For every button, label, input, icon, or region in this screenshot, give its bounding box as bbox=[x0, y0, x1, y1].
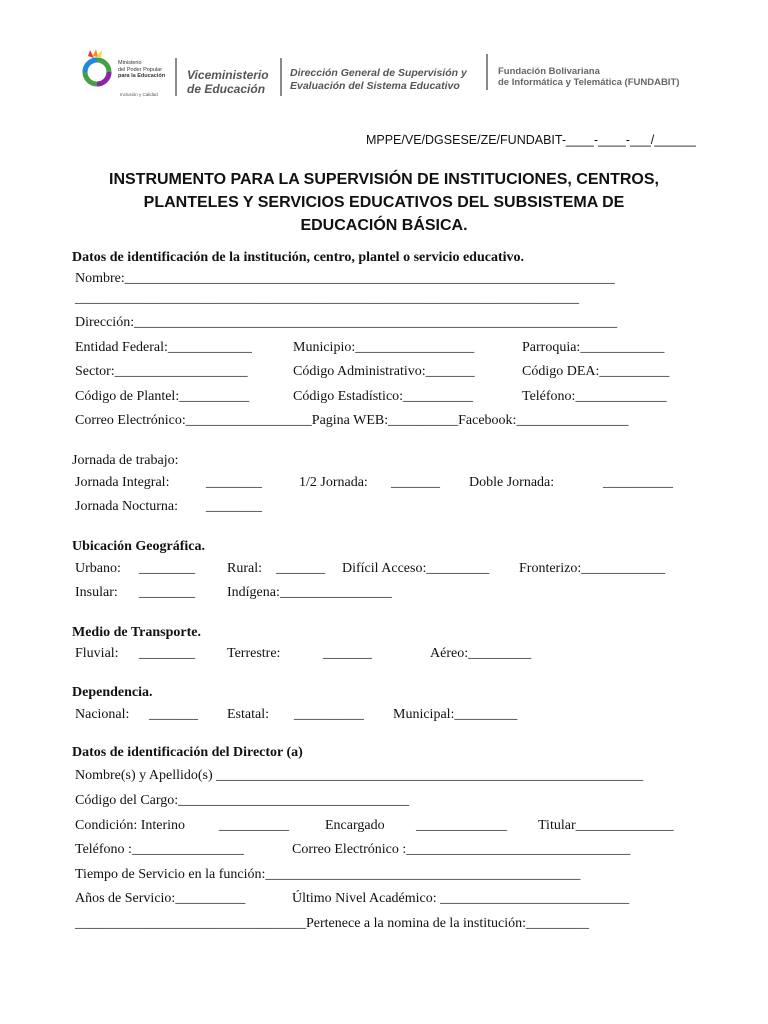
section-ubicacion: Ubicación Geográfica. bbox=[72, 539, 205, 554]
nomina-field[interactable]: _________________________________Pertenece a la nomina de la institución:_________ bbox=[75, 916, 590, 931]
direccion-general-label: Dirección General de Supervisión y Evaluación del Sistema Educativo bbox=[290, 67, 467, 92]
ministry-logo-sub: Inclusión y Calidad bbox=[120, 92, 158, 97]
fluvial-label: Fluvial: bbox=[75, 646, 119, 661]
nombres-apellidos-field[interactable]: Nombre(s) y Apellido(s) _____________________________________________________________ bbox=[75, 768, 644, 783]
dificil-acceso-field[interactable]: Difícil Acceso:_________ bbox=[342, 561, 490, 576]
codigo-administrativo-field[interactable]: Código Administrativo:_______ bbox=[293, 364, 475, 379]
anios-servicio-field[interactable]: Años de Servicio:__________ bbox=[75, 891, 246, 906]
header-divider bbox=[280, 58, 282, 96]
correo-director-field[interactable]: Correo Electrónico :________________________________ bbox=[292, 842, 631, 857]
letterhead bbox=[80, 48, 700, 108]
media-jornada-blank[interactable]: _______ bbox=[391, 475, 440, 490]
ministry-logo-text: Ministerio del Poder Popular para la Educación bbox=[118, 60, 166, 79]
codigo-estadistico-field[interactable]: Código Estadístico:__________ bbox=[293, 389, 474, 404]
indigena-field[interactable]: Indígena:________________ bbox=[227, 585, 392, 600]
document-code: MPPE/VE/DGSESE/ZE/FUNDABIT-____-____-___/______ bbox=[365, 133, 696, 147]
correo-web-facebook-field[interactable]: Correo Electrónico:__________________Pagina WEB:__________Facebook:________________ bbox=[75, 413, 629, 428]
nombre-field-continued[interactable]: ________________________________________________________________________ bbox=[75, 291, 579, 306]
condicion-interino-label: Condición: Interino bbox=[75, 818, 186, 833]
urbano-label: Urbano: bbox=[75, 561, 121, 576]
fronterizo-field[interactable]: Fronterizo:____________ bbox=[519, 561, 666, 576]
encargado-blank[interactable]: _____________ bbox=[416, 818, 507, 833]
terrestre-blank[interactable]: _______ bbox=[323, 646, 372, 661]
codigo-dea-field[interactable]: Código DEA:__________ bbox=[522, 364, 670, 379]
section-identificacion: Datos de identificación de la institución, centro, plantel o servicio educativo. bbox=[72, 250, 524, 265]
jornada-nocturna-blank[interactable]: ________ bbox=[206, 499, 262, 514]
terrestre-label: Terrestre: bbox=[227, 646, 281, 661]
jornada-integral-blank[interactable]: ________ bbox=[206, 475, 262, 490]
telefono-field[interactable]: Teléfono:_____________ bbox=[522, 389, 667, 404]
section-transporte: Medio de Transporte. bbox=[72, 625, 201, 640]
insular-blank[interactable]: ________ bbox=[139, 585, 195, 600]
doble-jornada-blank[interactable]: __________ bbox=[603, 475, 673, 490]
urbano-blank[interactable]: ________ bbox=[139, 561, 195, 576]
rural-label: Rural: bbox=[227, 561, 262, 576]
nombre-field[interactable]: Nombre:______________________________________________________________________ bbox=[75, 271, 615, 286]
interino-blank[interactable]: __________ bbox=[219, 818, 289, 833]
parroquia-field[interactable]: Parroquia:____________ bbox=[522, 340, 665, 355]
media-jornada-label: 1/2 Jornada: bbox=[299, 475, 368, 490]
sector-field[interactable]: Sector:___________________ bbox=[75, 364, 248, 379]
header-divider bbox=[486, 54, 488, 90]
nacional-blank[interactable]: _______ bbox=[149, 707, 198, 722]
estatal-label: Estatal: bbox=[227, 707, 269, 722]
header-divider bbox=[175, 58, 177, 96]
telefono-director-field[interactable]: Teléfono :________________ bbox=[75, 842, 244, 857]
direccion-field[interactable]: Dirección:_____________________________________________________________________ bbox=[75, 315, 618, 330]
insular-label: Insular: bbox=[75, 585, 118, 600]
ministry-logo-icon bbox=[80, 48, 116, 90]
rural-blank[interactable]: _______ bbox=[276, 561, 325, 576]
document-title: INSTRUMENTO PARA LA SUPERVISIÓN DE INSTITUCIONES, CENTROS, PLANTELES Y SERVICIOS EDUCATIVOS DEL SUBSISTEMA DE EDUCACIÓN BÁSICA. bbox=[109, 171, 659, 234]
nacional-label: Nacional: bbox=[75, 707, 130, 722]
section-dependencia: Dependencia. bbox=[72, 685, 153, 700]
titular-field[interactable]: Titular______________ bbox=[538, 818, 674, 833]
aereo-field[interactable]: Aéreo:_________ bbox=[430, 646, 532, 661]
jornada-integral-label: Jornada Integral: bbox=[75, 475, 170, 490]
section-director: Datos de identificación del Director (a) bbox=[72, 745, 303, 760]
doble-jornada-label: Doble Jornada: bbox=[469, 475, 555, 490]
jornada-nocturna-label: Jornada Nocturna: bbox=[75, 499, 179, 514]
municipio-field[interactable]: Municipio:_________________ bbox=[293, 340, 475, 355]
viceministerio-label: Viceministerio de Educación bbox=[187, 68, 269, 96]
tiempo-servicio-field[interactable]: Tiempo de Servicio en la función:_____________________________________________ bbox=[75, 867, 581, 882]
codigo-plantel-field[interactable]: Código de Plantel:__________ bbox=[75, 389, 250, 404]
jornada-label: Jornada de trabajo: bbox=[72, 453, 179, 468]
estatal-blank[interactable]: __________ bbox=[294, 707, 364, 722]
fluvial-blank[interactable]: ________ bbox=[139, 646, 195, 661]
codigo-cargo-field[interactable]: Código del Cargo:_________________________________ bbox=[75, 793, 410, 808]
entidad-federal-field[interactable]: Entidad Federal:____________ bbox=[75, 340, 252, 355]
encargado-label: Encargado bbox=[325, 818, 385, 833]
nivel-academico-field[interactable]: Último Nivel Académico: ___________________________ bbox=[292, 891, 630, 906]
municipal-field[interactable]: Municipal:_________ bbox=[393, 707, 518, 722]
fundabit-label: Fundación Bolivariana de Informática y Telemática (FUNDABIT) bbox=[498, 66, 680, 88]
